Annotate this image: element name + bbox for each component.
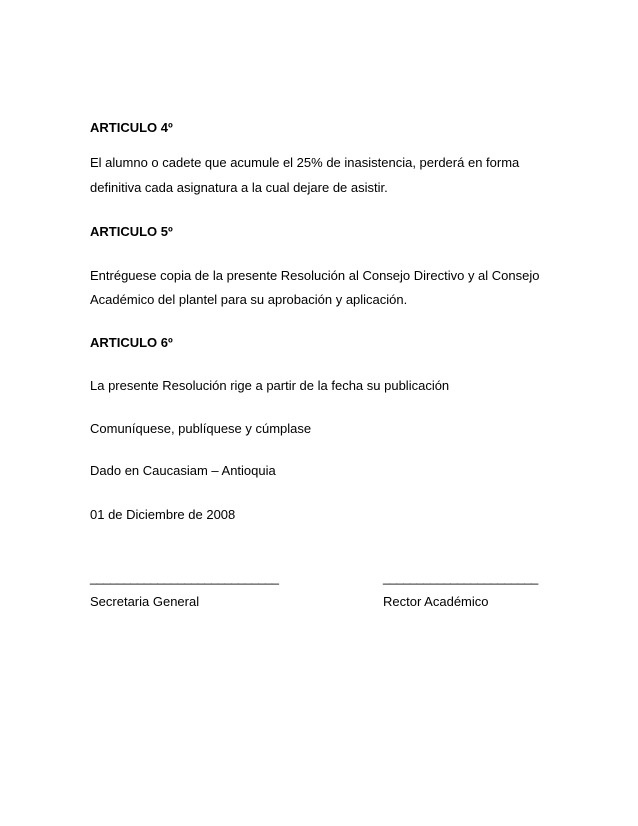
place-text: Dado en Caucasiam – Antioquia <box>90 463 276 478</box>
left-signature-line: ____________________________ <box>90 570 279 585</box>
article-6-text-line-1: La presente Resolución rige a partir de la fecha su publicación <box>90 378 450 393</box>
left-signature-label: Secretaria General <box>90 594 200 609</box>
closing-text: Comuníquese, publíquese y cúmplase <box>90 421 312 436</box>
right-signature-label: Rector Académico <box>383 594 489 609</box>
right-signature-line: _______________________ <box>383 570 538 585</box>
article-4-heading: ARTICULO 4º <box>90 120 173 135</box>
article-5-text-line-1: Entréguese copia de la presente Resolución al Consejo Directivo y al Consejo <box>90 268 540 283</box>
date-text: 01 de Diciembre de 2008 <box>90 507 236 522</box>
article-5-text-line-2: Académico del plantel para su aprobación y aplicación. <box>90 292 408 307</box>
article-4-text-line-2: definitiva cada asignatura a la cual dejare de asistir. <box>90 180 388 195</box>
article-4-text-line-1: El alumno o cadete que acumule el 25% de inasistencia, perderá en forma <box>90 155 520 170</box>
article-5-heading: ARTICULO 5º <box>90 224 173 239</box>
article-6-heading: ARTICULO 6º <box>90 335 173 350</box>
